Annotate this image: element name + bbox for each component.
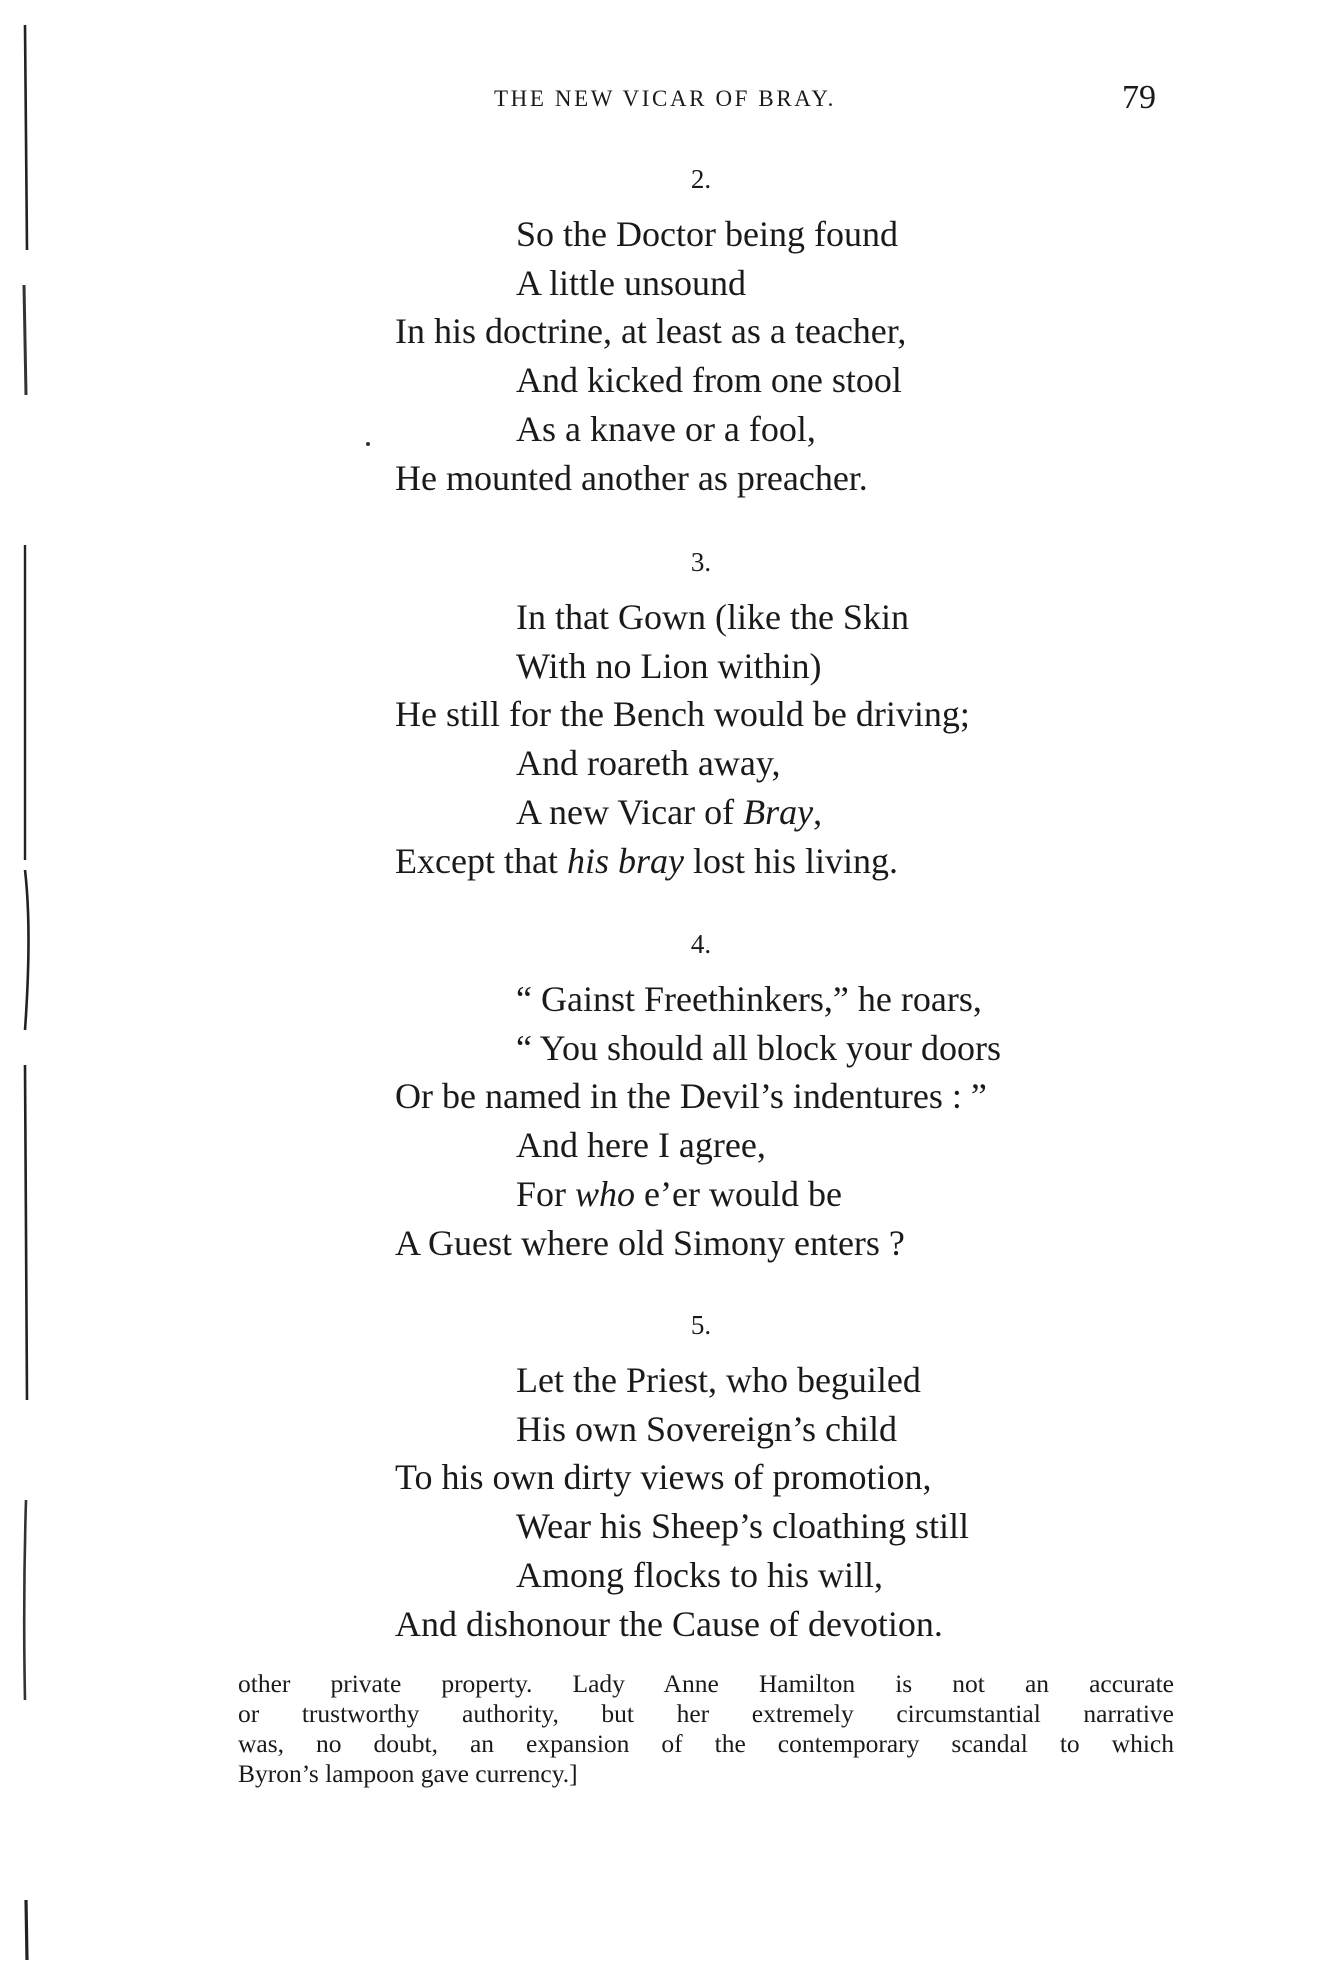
verse-line bbox=[516, 1503, 969, 1549]
verse-line bbox=[516, 1406, 897, 1452]
binding-edge-artifact bbox=[22, 0, 34, 1982]
italic-text: Bray bbox=[743, 791, 814, 832]
verse-text: A little unsound bbox=[516, 262, 747, 303]
verse-line bbox=[395, 455, 868, 501]
footnote-line: other private property. Lady Anne Hamilton is not an accurate bbox=[238, 1669, 1174, 1698]
verse-text: Or be named in the Devil’s indentures : ” bbox=[395, 1076, 987, 1117]
footnote-line: was, no doubt, an expansion of the contemporary scandal to which bbox=[238, 1729, 1174, 1758]
stanza-number: 5. bbox=[690, 1310, 712, 1340]
verse-text: And here I agree, bbox=[516, 1125, 766, 1166]
running-head bbox=[0, 79, 1320, 122]
verse-text: , bbox=[813, 791, 823, 832]
verse-line bbox=[395, 1073, 987, 1119]
verse-line bbox=[516, 1122, 766, 1168]
verse-text: So the Doctor being found bbox=[516, 214, 898, 254]
verse-text: He mounted another as preacher. bbox=[395, 457, 868, 498]
footnote-line: or trustworthy authority, but her extremely circumstantial narrative bbox=[238, 1699, 1174, 1728]
verse-line bbox=[516, 406, 816, 452]
verse-line bbox=[395, 838, 898, 884]
verse-line bbox=[395, 308, 906, 354]
verse-line bbox=[395, 691, 970, 737]
verse-text: And dishonour the Cause of devotion. bbox=[395, 1603, 943, 1644]
footnote-line: Byron’s lampoon gave currency.] bbox=[238, 1759, 578, 1788]
verse-text: “ You should all block your doors bbox=[516, 1027, 1001, 1068]
verse-line bbox=[516, 789, 822, 835]
verse-line bbox=[395, 1454, 931, 1500]
verse-text: For bbox=[516, 1173, 576, 1214]
footnote bbox=[238, 1669, 1174, 1789]
verse-text: As a knave or a fool, bbox=[516, 408, 816, 449]
italic-text: his bray bbox=[566, 840, 684, 881]
verse-text: To his own dirty views of promotion, bbox=[395, 1457, 932, 1498]
stanza-number: 2. bbox=[690, 164, 712, 194]
verse-text: And kicked from one stool bbox=[516, 360, 902, 401]
verse-line bbox=[516, 260, 746, 306]
verse-line bbox=[516, 1357, 921, 1403]
verse-line bbox=[516, 594, 909, 640]
verse-line bbox=[516, 976, 982, 1022]
verse-text: Except that bbox=[395, 840, 567, 881]
verse-text: Among flocks to his will, bbox=[516, 1554, 883, 1595]
running-title: THE NEW VICAR OF BRAY. bbox=[494, 86, 836, 111]
stanza-number: 4. bbox=[690, 929, 712, 959]
verse-text: A new Vicar of bbox=[516, 791, 744, 832]
verse-text: His own Sovereign’s child bbox=[516, 1408, 897, 1449]
verse-text: With no Lion within) bbox=[516, 645, 822, 686]
verse-text: He still for the Bench would be driving; bbox=[395, 694, 970, 735]
page-number: 79 bbox=[1122, 79, 1156, 116]
verse-text: “ Gainst Freethinkers,” he roars, bbox=[516, 979, 982, 1019]
verse-line bbox=[516, 1025, 1001, 1071]
verse-line bbox=[516, 357, 902, 403]
italic-text: who bbox=[575, 1173, 636, 1214]
stanza-number: 3. bbox=[690, 547, 712, 577]
stray-ink-dot bbox=[366, 442, 370, 446]
verse-text: lost his living. bbox=[683, 840, 898, 881]
verse-text: Wear his Sheep’s cloathing still bbox=[516, 1506, 970, 1547]
verse-line bbox=[516, 1171, 842, 1217]
verse-line bbox=[516, 211, 898, 257]
verse-text: In that Gown (like the Skin bbox=[516, 597, 909, 637]
verse-text: Let the Priest, who beguiled bbox=[516, 1360, 921, 1400]
verse-text: A Guest where old Simony enters ? bbox=[395, 1222, 905, 1263]
verse-line bbox=[395, 1220, 905, 1266]
verse-line bbox=[516, 740, 781, 786]
verse-line bbox=[516, 643, 822, 689]
verse-text: In his doctrine, at least as a teacher, bbox=[395, 311, 907, 352]
verse-text: e’er would be bbox=[635, 1173, 842, 1214]
verse-text: And roareth away, bbox=[516, 743, 781, 784]
verse-line bbox=[395, 1601, 943, 1647]
verse-line bbox=[516, 1552, 883, 1598]
